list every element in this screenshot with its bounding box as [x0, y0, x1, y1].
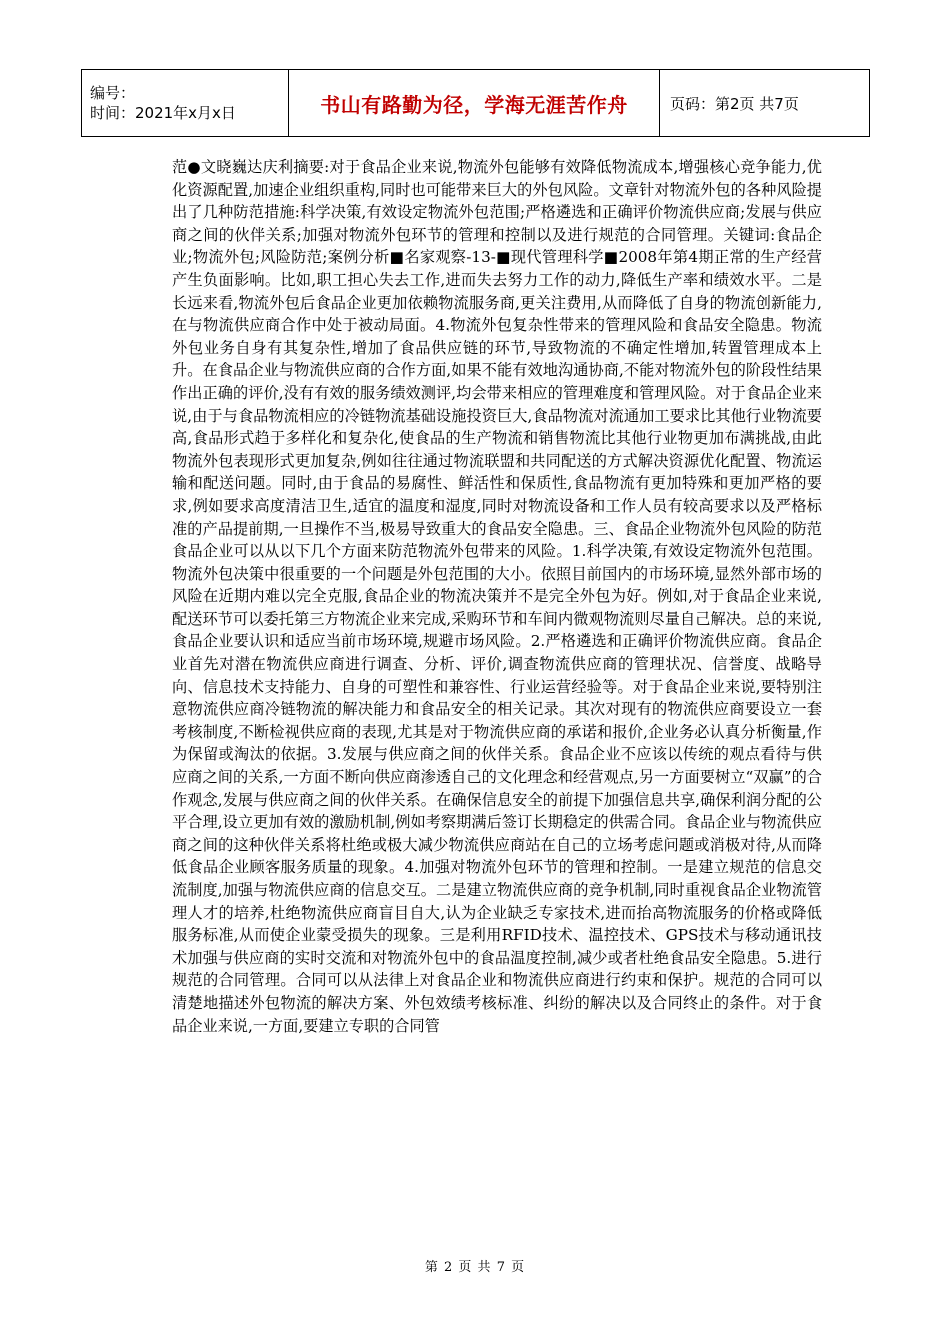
document-number-label: 编号：: [90, 84, 136, 102]
header-meta-cell: [82, 70, 289, 137]
header-page-info: 页码：第2页 共7页: [660, 70, 870, 137]
header-motto: 书山有路勤为径，学海无涯苦作舟: [289, 70, 660, 137]
page-footer-number: 第 2 页 共 7 页: [424, 1260, 526, 1275]
document-time-label: 时间：2021年x月x日: [90, 104, 236, 122]
article-body-text: 范●文晓巍达庆利摘要:对于食品企业来说,物流外包能够有效降低物流成本,增强核心竞争能力,优化资源配置,加速企业组织重构,同时也可能带来巨大的外包风险。文章针对物流外包的各种风险提出了几种防范措施:科学决策,有效设定物流外包范围;严格遴选和正确评价物流供应商;发展与供应商之间的伙伴关系;加强对物流外包环节的管理和控制以及进行规范的合同管理。关键词:食品企业;物流外包;风险防范;案例分析■名家观察-13-■现代管理科学■2008年第4期正常的生产经营产生负面影响。比如,职工担心失去工作,进而失去努力工作的动力,降低生产率和绩效水平。二是长远来看,物流外包后食品企业更加依赖物流服务商,更关注费用,从而降低了自身的物流创新能力,在与物流供应商合作中处于被动局面。4.物流外包复杂性带来的管理风险和食品安全隐患。物流外包业务自身有其复杂性,增加了食品供应链的环节,导致物流的不确定性增加,转置管理成本上升。在食品企业与物流供应商的合作方面,如果不能有效地沟通协商,不能对物流外包的阶段性结果作出正确的评价,没有有效的服务绩效测评,均会带来相应的管理难度和管理风险。对于食品企业来说,由于与食品物流相应的冷链物流基础设施投资巨大,食品物流对流通加工要求比其他行业物流要高,食品形式趋于多样化和复杂化,使食品的生产物流和销售物流比其他行业物更加布满挑战,由此物流外包表现形式更加复杂,例如往往通过物流联盟和共同配送的方式解决资源优化配置、物流运输和配送问题。同时,由于食品的易腐性、鲜活性和保质性,食品物流有更加特殊和更加严格的要求,例如要求高度清洁卫生,适宜的温度和湿度,同时对物流设备和工作人员有较高要求以及严格标准的产品提前期,一旦操作不当,极易导致重大的食品安全隐患。三、食品企业物流外包风险的防范食品企业可以从以下几个方面来防范物流外包带来的风险。1.科学决策,有效设定物流外包范围。物流外包决策中很重要的一个问题是外包范围的大小。依照目前国内的市场环境,显然外部市场的风险在近期内难以完全克服,食品企业的物流决策并不是完全外包为好。例如,对于食品企业来说,配送环节可以委托第三方物流企业来完成,采购环节和车间内微观物流则尽量自己解决。总的来说,食品企业要认识和适应当前市场环境,规避市场风险。2.严格遴选和正确评价物流供应商。食品企业首先对潜在物流供应商进行调查、分析、评价,调查物流供应商的管理状况、信誉度、战略导向、信息技术支持能力、自身的可塑性和兼容性、行业运营经验等。对于食品企业来说,要特别注意物流供应商冷链物流的解决能力和食品安全的相关记录。其次对现有的物流供应商要设立一套考核制度,不断检视供应商的表现,尤其是对于物流供应商的承诺和报价,企业务必认真分析衡量,作为保留或淘汰的依据。3.发展与供应商之间的伙伴关系。食品企业不应该以传统的观点看待与供应商之间的关系,一方面不断向供应商渗透自己的文化理念和经营观点,另一方面要树立“双赢”的合作观念,发展与供应商之间的伙伴关系。在确保信息安全的前提下加强信息共享,确保利润分配的公平合理,设立更加有效的激励机制,例如考察期满后签订长期稳定的供需合同。食品企业与物流供应商之间的这种伙伴关系将杜绝或极大减少物流供应商站在自己的立场考虑问题或消极对待,从而降低食品企业顾客服务质量的现象。4.加强对物流外包环节的管理和控制。一是建立规范的信息交流制度,加强与物流供应商的信息交互。二是建立物流供应商的竞争机制,同时重视食品企业物流管理人才的培养,杜绝物流供应商盲目自大,认为企业缺乏专家技术,进而抬高物流服务的价格或降低服务标准,从而使企业蒙受损失的现象。三是利用RFID技术、温控技术、GPS技术与移动通讯技术加强与供应商的实时交流和对物流外包中的食品温度控制,减少或者杜绝食品安全隐患。5.进行规范的合同管理。合同可以从法律上对食品企业和物流供应商进行约束和保护。规范的合同可以清楚地描述外包物流的解决方案、外包效绩考核标准、纠纷的解决以及合同终止的条件。对于食品企业来说,一方面,要建立专职的合同管: [172, 158, 822, 1035]
document-header: [81, 69, 870, 137]
